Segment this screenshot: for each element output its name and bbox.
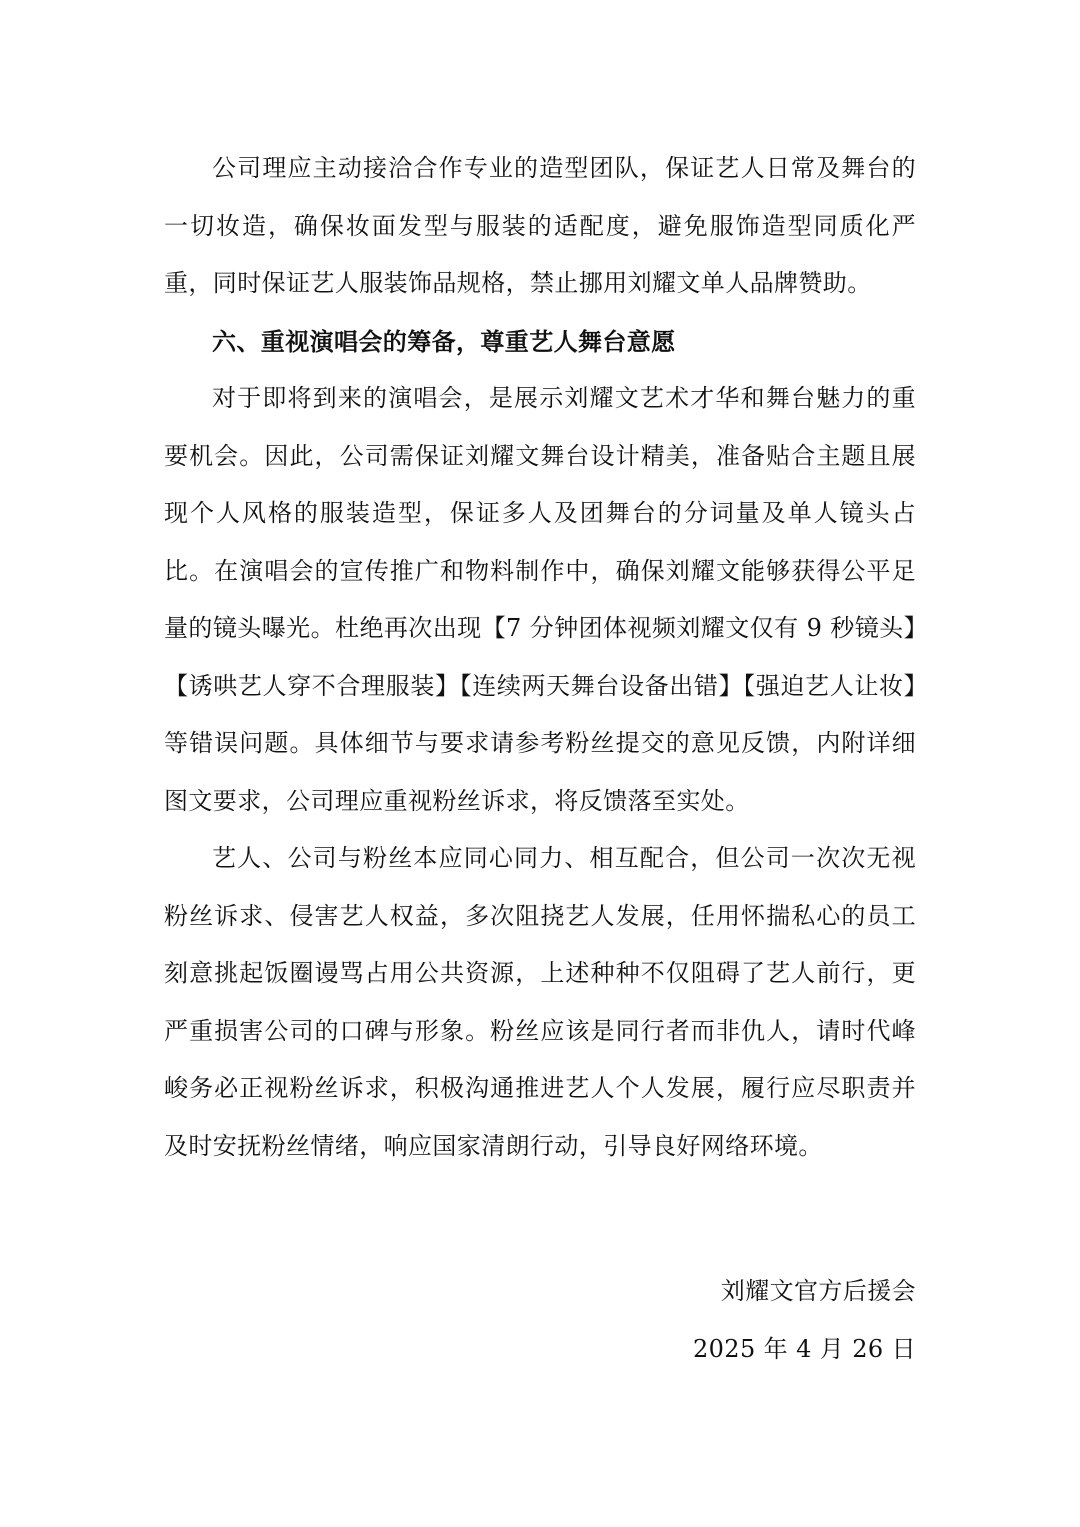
paragraph-concert-preparation: 对于即将到来的演唱会，是展示刘耀文艺术才华和舞台魅力的重要机会。因此，公司需保证刘耀文舞台设计精美，准备贴合主题且展现个人风格的服装造型，保证多人及团舞台的分词量及单人镜头占比。在演唱会的宣传推广和物料制作中，确保刘耀文能够获得公平足量的镜头曝光。杜绝再次出现【7 分钟团体视频刘耀文仅有 9 秒镜头】【诱哄艺人穿不合理服装】【连续两天舞台设备出错】【强迫艺人让妆】等错误问题。具体细节与要求请参考粉丝提交的意见反馈，内附详细图文要求，公司理应重视粉丝诉求，将反馈落至实处。 xyxy=(164,384,916,815)
paragraph-closing-appeal: 艺人、公司与粉丝本应同心同力、相互配合，但公司一次次无视粉丝诉求、侵害艺人权益，多次阻挠艺人发展，任用怀揣私心的员工刻意挑起饭圈谩骂占用公共资源，上述种种不仅阻碍了艺人前行，更严重损害公司的口碑与形象。粉丝应该是同行者而非仇人，请时代峰峻务必正视粉丝诉求，积极沟通推进艺人个人发展，履行应尽职责并及时安抚粉丝情绪，响应国家清朗行动，引导良好网络环境。 xyxy=(164,844,916,1160)
signature-organization: 刘耀文官方后援会 xyxy=(720,1277,916,1305)
signature-date: 2025 年 4 月 26 日 xyxy=(692,1335,916,1363)
paragraph-styling-team: 公司理应主动接洽合作专业的造型团队，保证艺人日常及舞台的一切妆造，确保妆面发型与服装的适配度，避免服饰造型同质化严重，同时保证艺人服装饰品规格，禁止挪用刘耀文单人品牌赞助。 xyxy=(164,154,916,297)
document-body xyxy=(164,140,916,1175)
section-heading-six: 六、重视演唱会的筹备，尊重艺人舞台意愿 xyxy=(212,326,676,356)
